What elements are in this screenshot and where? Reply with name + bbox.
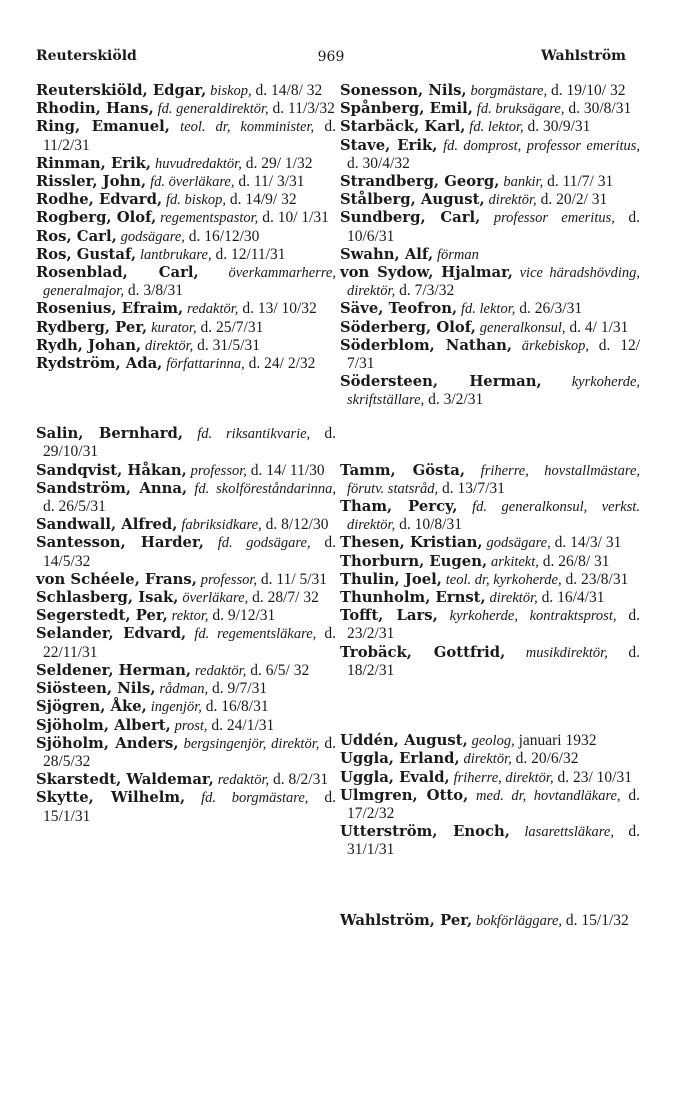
entry-title: huvudredaktör, bbox=[154, 155, 242, 172]
register-entry bbox=[340, 137, 640, 173]
entry-title: fd. lektor, bbox=[469, 119, 524, 136]
entry-name: Rodhe, Edvard, bbox=[36, 191, 163, 209]
entry-name: Tham, Percy, bbox=[340, 498, 458, 516]
entry-title: överkammarherre, generalmajor, bbox=[43, 265, 336, 300]
entry-date: d. 16/4/31 bbox=[541, 589, 605, 607]
entry-name: Rhodin, Hans, bbox=[36, 100, 154, 118]
entry-name: Söderblom, Nathan, bbox=[340, 336, 513, 354]
entry-date: d. 29/10/31 bbox=[43, 425, 336, 461]
entry-group bbox=[340, 82, 640, 410]
register-entry bbox=[36, 589, 336, 607]
register-entry bbox=[340, 300, 640, 318]
entry-name: Santesson, Harder, bbox=[36, 534, 204, 552]
entry-title: rektor, bbox=[171, 608, 209, 625]
register-entry bbox=[36, 425, 336, 461]
entry-title: godsägare, bbox=[120, 228, 185, 245]
entry-group bbox=[340, 462, 640, 680]
entry-title: professor, bbox=[200, 571, 258, 588]
entry-title: bokförläggare, bbox=[475, 912, 563, 929]
register-entry bbox=[36, 516, 336, 534]
register-entry bbox=[340, 118, 640, 136]
entry-date: d. 23/ 10/31 bbox=[557, 768, 632, 786]
entry-date: d. 11/3/32 bbox=[272, 100, 335, 118]
register-entry bbox=[340, 319, 640, 337]
entry-name: Rosenius, Efraim, bbox=[36, 300, 184, 318]
register-entry bbox=[340, 589, 640, 607]
entry-date: d. 11/7/ 31 bbox=[547, 173, 614, 191]
register-entry bbox=[340, 373, 640, 409]
entry-name: Stålberg, August, bbox=[340, 191, 485, 209]
entry-title: direktör, bbox=[145, 337, 194, 354]
entry-date: d. 3/8/31 bbox=[127, 282, 183, 300]
entry-date: d. 23/8/31 bbox=[565, 570, 629, 588]
entry-name: von Schéele, Frans, bbox=[36, 570, 197, 588]
register-entry bbox=[36, 173, 336, 191]
entry-name: Tofft, Lars, bbox=[340, 607, 438, 625]
register-entry bbox=[340, 534, 640, 552]
entry-title: friherre, direktör, bbox=[453, 769, 554, 786]
entry-title: prost, bbox=[174, 717, 208, 734]
entry-date: d. 10/6/31 bbox=[347, 209, 640, 245]
entry-name: Thunholm, Ernst, bbox=[340, 589, 486, 607]
entry-name: Sjöholm, Albert, bbox=[36, 716, 171, 734]
register-entry bbox=[340, 462, 640, 498]
entry-date: d. 10/ 1/31 bbox=[262, 209, 329, 227]
entry-name: Schlasberg, Isak, bbox=[36, 589, 179, 607]
entry-title: med. dr, hovtandläkare, bbox=[476, 787, 621, 804]
entry-date: d. 30/9/31 bbox=[527, 118, 591, 136]
entry-title: kyrkoherde, skriftställare, bbox=[347, 374, 641, 409]
entry-date: d. 13/7/31 bbox=[442, 479, 505, 497]
entry-date: d. 15/1/32 bbox=[565, 911, 629, 929]
entry-title: fd. borgmästare, bbox=[201, 790, 309, 807]
entry-date: d. 9/7/31 bbox=[211, 680, 268, 698]
register-entry bbox=[36, 717, 336, 735]
group-spacer bbox=[36, 373, 336, 425]
entry-name: Wahlström, Per, bbox=[340, 911, 473, 929]
entry-name: Stave, Erik, bbox=[340, 136, 438, 154]
register-entry bbox=[36, 264, 336, 300]
entry-date: d. 12/11/31 bbox=[215, 245, 286, 263]
entry-date: d. 26/8/ 31 bbox=[542, 552, 610, 570]
entry-date: d. 29/ 1/32 bbox=[245, 154, 313, 172]
entry-title: redaktör, bbox=[187, 301, 239, 318]
entry-date: d. 11/ 5/31 bbox=[260, 570, 328, 588]
entry-title: professor emeritus, bbox=[493, 210, 615, 227]
entry-name: Reuterskiöld, Edgar, bbox=[36, 82, 207, 99]
entry-date: d. 31/5/31 bbox=[197, 336, 260, 354]
entry-title: direktör, bbox=[489, 590, 538, 607]
entry-name: Skarstedt, Waldemar, bbox=[36, 771, 214, 789]
entry-name: Ring, Emanuel, bbox=[36, 118, 170, 136]
entry-date: d. 18/2/31 bbox=[347, 643, 641, 679]
entry-name: Sonesson, Nils, bbox=[340, 82, 467, 99]
register-entry bbox=[36, 698, 336, 716]
entry-name: Sjögren, Åke, bbox=[36, 698, 147, 716]
entry-name: Sandqvist, Håkan, bbox=[36, 461, 187, 479]
entry-name: Selander, Edvard, bbox=[36, 625, 187, 643]
entry-name: Rydh, Johan, bbox=[36, 336, 142, 354]
entry-date: d. 24/ 2/32 bbox=[248, 355, 316, 373]
entry-title: fd. generaldirektör, bbox=[157, 101, 269, 118]
entry-date: d. 8/2/31 bbox=[272, 771, 329, 789]
entry-group bbox=[36, 425, 336, 825]
entry-name: Thulin, Joel, bbox=[340, 570, 442, 588]
entry-date: d. 14/5/32 bbox=[43, 534, 337, 570]
entry-date: d. 7/3/32 bbox=[399, 282, 455, 300]
entry-title: direktör, bbox=[488, 192, 537, 209]
entry-title: förman bbox=[437, 246, 479, 263]
register-entry bbox=[340, 553, 640, 571]
entry-name: Sandwall, Alfred, bbox=[36, 516, 178, 534]
entry-date: d. 20/2/ 31 bbox=[540, 191, 608, 209]
entry-date: d. 8/12/30 bbox=[265, 516, 329, 534]
entry-title: fd. överläkare, bbox=[150, 174, 235, 191]
entry-date: d. 30/4/32 bbox=[347, 154, 410, 172]
entry-name: Thorburn, Eugen, bbox=[340, 552, 488, 570]
register-entry bbox=[340, 607, 640, 643]
entry-title: kyrkoherde, kontraktsprost, bbox=[449, 608, 617, 625]
left-column bbox=[36, 82, 336, 826]
entry-title: arkitekt, bbox=[490, 553, 539, 570]
entry-date: d. 22/11/31 bbox=[43, 625, 337, 661]
register-entry bbox=[36, 662, 336, 680]
register-entry bbox=[36, 155, 336, 173]
register-entry bbox=[340, 498, 640, 534]
register-entry bbox=[340, 191, 640, 209]
entry-date: d. 24/1/31 bbox=[211, 716, 275, 734]
entry-title: redaktör, bbox=[194, 662, 247, 679]
entry-name: Segerstedt, Per, bbox=[36, 607, 168, 625]
entry-name: Ros, Carl, bbox=[36, 227, 117, 245]
entry-date: d. 11/2/31 bbox=[43, 118, 337, 154]
register-entry bbox=[36, 82, 336, 100]
entry-name: Uggla, Erland, bbox=[340, 750, 460, 768]
entry-date: d. 28/7/ 32 bbox=[252, 589, 319, 607]
entry-title: fd. lektor, bbox=[461, 301, 516, 318]
register-entry bbox=[340, 912, 640, 930]
entry-name: Uggla, Evald, bbox=[340, 768, 450, 786]
register-entry bbox=[36, 571, 336, 589]
entry-title: lasarettsläkare, bbox=[524, 824, 614, 841]
entry-title: fd. bruksägare, bbox=[476, 101, 565, 118]
register-entry bbox=[36, 789, 336, 825]
entry-title: professor, bbox=[190, 462, 247, 479]
entry-date: januari 1932 bbox=[518, 732, 597, 750]
register-entry bbox=[340, 644, 640, 680]
group-spacer bbox=[340, 860, 640, 912]
entry-date: d. 16/12/30 bbox=[188, 227, 260, 245]
entry-title: direktör, bbox=[463, 751, 512, 768]
register-entry bbox=[36, 462, 336, 480]
register-entry bbox=[340, 173, 640, 191]
entry-title: teol. dr, kyrkoherde, bbox=[445, 571, 562, 588]
entry-date: d. 9/12/31 bbox=[212, 607, 276, 625]
entry-name: Ulmgren, Otto, bbox=[340, 786, 469, 804]
register-entry bbox=[36, 607, 336, 625]
entry-name: Starbäck, Karl, bbox=[340, 118, 466, 136]
entry-name: Rydström, Ada, bbox=[36, 355, 163, 373]
entry-name: Strandberg, Georg, bbox=[340, 173, 500, 191]
header-left-word: Reuterskiöld bbox=[36, 48, 137, 64]
entry-title: fd. riksantikvarie, bbox=[197, 426, 311, 443]
register-entry bbox=[36, 300, 336, 318]
entry-name: Sjöholm, Anders, bbox=[36, 734, 179, 752]
entry-name: Rissler, John, bbox=[36, 173, 147, 191]
entry-date: d. 31/1/31 bbox=[347, 823, 641, 859]
entry-name: Siösteen, Nils, bbox=[36, 680, 156, 698]
entry-title: friherre, hovstallmästare, förutv. statsråd, bbox=[347, 462, 641, 497]
entry-name: Tamm, Gösta, bbox=[340, 461, 465, 479]
entry-title: ingenjör, bbox=[150, 699, 202, 716]
entry-name: Södersteen, Herman, bbox=[340, 373, 542, 391]
entry-date: d. 10/8/31 bbox=[399, 516, 462, 534]
register-entry bbox=[36, 209, 336, 227]
register-entry bbox=[36, 191, 336, 209]
entry-date: d. 26/3/31 bbox=[519, 300, 583, 318]
entry-group bbox=[340, 912, 640, 930]
entry-name: Rinman, Erik, bbox=[36, 154, 152, 172]
entry-name: Rosenblad, Carl, bbox=[36, 264, 199, 282]
entry-title: rådman, bbox=[159, 681, 209, 698]
entry-title: redaktör, bbox=[217, 772, 270, 789]
register-entry bbox=[36, 228, 336, 246]
register-entry bbox=[36, 534, 336, 570]
right-column bbox=[340, 82, 640, 930]
entry-title: musikdirektör, bbox=[525, 644, 608, 661]
entry-title: godsägare, bbox=[486, 535, 551, 552]
register-entry bbox=[36, 735, 336, 771]
entry-date: d. 14/3/ 31 bbox=[554, 534, 622, 552]
entry-name: Swahn, Alf, bbox=[340, 245, 434, 263]
header-right-word: Wahlström bbox=[541, 48, 626, 64]
entry-title: biskop, bbox=[210, 83, 252, 99]
entry-title: fd. generalkonsul, verkst. direktör, bbox=[347, 499, 640, 534]
entry-name: Spånberg, Emil, bbox=[340, 100, 473, 118]
entry-title: bankir, bbox=[503, 174, 544, 191]
entry-date: d. 28/5/32 bbox=[43, 734, 336, 770]
register-entry bbox=[340, 823, 640, 859]
entry-date: d. 19/10/ 32 bbox=[551, 82, 626, 99]
entry-date: d. 12/ 7/31 bbox=[347, 336, 640, 373]
entry-title: överläkare, bbox=[182, 590, 249, 607]
register-entry bbox=[36, 680, 336, 698]
entry-date: d. 17/2/32 bbox=[347, 786, 640, 822]
entry-name: Skytte, Wilhelm, bbox=[36, 789, 186, 807]
register-entry bbox=[36, 118, 336, 154]
register-entry bbox=[340, 750, 640, 768]
entry-title: generalkonsul, bbox=[479, 319, 566, 336]
running-header bbox=[36, 48, 626, 68]
entry-name: Utterström, Enoch, bbox=[340, 823, 510, 841]
entry-name: Thesen, Kristian, bbox=[340, 534, 483, 552]
entry-name: Seldener, Herman, bbox=[36, 661, 192, 679]
entry-date: d. 13/ 10/32 bbox=[242, 300, 317, 318]
register-entry bbox=[36, 246, 336, 264]
entry-name: Rydberg, Per, bbox=[36, 318, 148, 336]
register-entry bbox=[340, 337, 640, 373]
entry-date: d. 15/1/31 bbox=[43, 789, 337, 825]
entry-title: fd. domprost, professor emeritus, bbox=[443, 137, 640, 154]
entry-title: vice häradshövding, direktör, bbox=[347, 265, 640, 300]
register-entry bbox=[36, 771, 336, 789]
register-entry bbox=[36, 319, 336, 337]
register-entry bbox=[36, 337, 336, 355]
entry-group bbox=[36, 82, 336, 373]
register-entry bbox=[340, 571, 640, 589]
entry-title: fd. regementsläkare, bbox=[194, 626, 317, 643]
register-entry bbox=[340, 787, 640, 823]
entry-title: borgmästare, bbox=[470, 83, 548, 99]
register-entry bbox=[340, 264, 640, 300]
register-entry bbox=[340, 100, 640, 118]
entry-title: bergsingenjör, direktör, bbox=[183, 735, 320, 752]
entry-title: lantbrukare, bbox=[140, 246, 212, 263]
entry-title: fd. godsägare, bbox=[217, 535, 311, 552]
entry-name: Säve, Teofron, bbox=[340, 300, 458, 318]
entry-date: d. 16/8/31 bbox=[205, 698, 269, 716]
entry-date: d. 25/7/31 bbox=[200, 318, 264, 336]
entry-date: d. 20/6/32 bbox=[515, 750, 579, 768]
entry-date: d. 3/2/31 bbox=[428, 391, 484, 409]
register-entry bbox=[36, 625, 336, 661]
register-entry bbox=[340, 82, 640, 100]
entry-title: fd. skolföreståndarinna, bbox=[194, 480, 336, 497]
entry-date: d. 14/9/ 32 bbox=[229, 191, 297, 209]
register-entry bbox=[340, 246, 640, 264]
register-entry bbox=[36, 355, 336, 373]
register-entry bbox=[340, 769, 640, 787]
entry-title: regementspastor, bbox=[160, 210, 259, 227]
register-entry bbox=[36, 100, 336, 118]
entry-name: von Sydow, Hjalmar, bbox=[340, 264, 513, 282]
entry-date: d. 4/ 1/31 bbox=[569, 318, 629, 336]
entry-title: fabriksidkare, bbox=[181, 517, 262, 534]
entry-name: Sundberg, Carl, bbox=[340, 209, 481, 227]
entry-date: d. 11/ 3/31 bbox=[238, 173, 305, 191]
entry-name: Uddén, August, bbox=[340, 732, 468, 750]
entry-name: Söderberg, Olof, bbox=[340, 318, 476, 336]
group-spacer bbox=[340, 680, 640, 732]
entry-name: Salin, Bernhard, bbox=[36, 425, 183, 443]
entry-title: fd. biskop, bbox=[165, 192, 226, 209]
entry-title: ärkebiskop, bbox=[521, 337, 590, 354]
entry-date: d. 23/2/31 bbox=[347, 607, 641, 643]
entry-date: d. 6/5/ 32 bbox=[250, 661, 310, 679]
entry-date: d. 30/8/31 bbox=[568, 100, 632, 118]
register-entry bbox=[340, 209, 640, 245]
register-entry bbox=[340, 732, 640, 750]
entry-group bbox=[340, 732, 640, 859]
entry-date: d. 26/5/31 bbox=[43, 498, 106, 516]
entry-title: geolog, bbox=[471, 733, 515, 750]
entry-name: Sandström, Anna, bbox=[36, 479, 188, 497]
entry-title: teol. dr, komminister, bbox=[180, 119, 315, 136]
entry-name: Rogberg, Olof, bbox=[36, 209, 157, 227]
entry-title: författarinna, bbox=[166, 356, 245, 373]
entry-date: d. 14/ 11/30 bbox=[250, 461, 325, 479]
entry-date: d. 14/8/ 32 bbox=[255, 82, 323, 99]
entry-name: Ros, Gustaf, bbox=[36, 245, 137, 263]
group-spacer bbox=[340, 410, 640, 462]
page-number: 969 bbox=[317, 49, 345, 65]
register-entry bbox=[36, 480, 336, 516]
entry-title: kurator, bbox=[151, 319, 197, 336]
entry-name: Trobäck, Gottfrid, bbox=[340, 643, 506, 661]
